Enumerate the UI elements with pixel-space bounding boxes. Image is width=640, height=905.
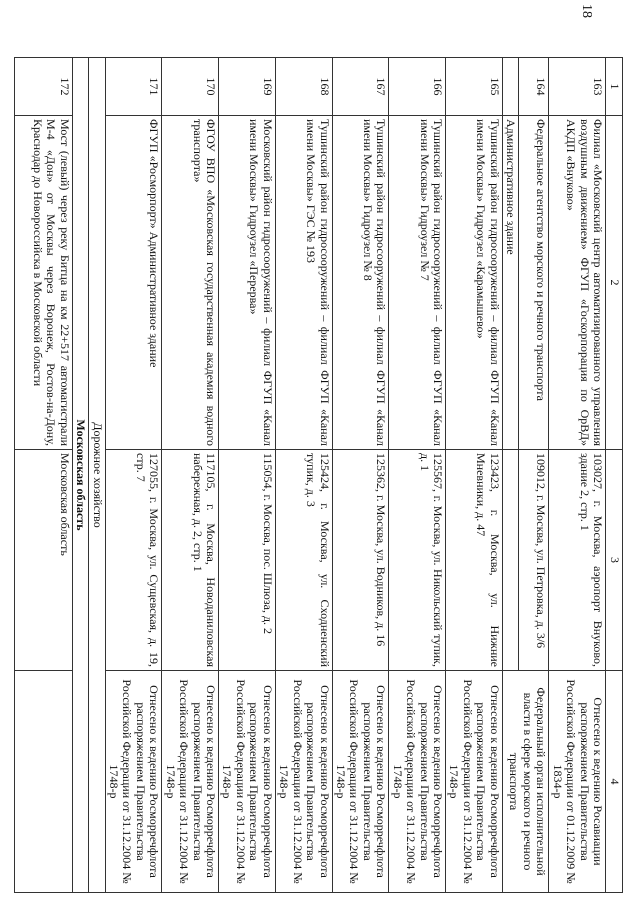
column-number: 3 bbox=[606, 450, 623, 671]
table-row bbox=[14, 58, 72, 893]
object-name: Московский район гидросооружений – филиал ФГУП «Канал имени Москвы» Гидроузел «Перерва» bbox=[219, 116, 276, 450]
row-number: 166 bbox=[389, 58, 446, 116]
object-status: Отнесено к ведению Росморречфлота распоряжением Правительства Российской Федерации от 31.12.2004 № 1748-р bbox=[389, 671, 446, 893]
object-name: Административное здание bbox=[502, 116, 518, 450]
object-address: Московская область bbox=[14, 450, 72, 671]
table-row bbox=[332, 58, 389, 893]
object-address: 109012, г. Москва, ул. Петровка, д. 3/6 bbox=[519, 450, 549, 671]
table-row bbox=[219, 58, 276, 893]
object-status: Отнесено к ведению Росморречфлота распоряжением Правительства Российской Федерации от 31.12.2004 № 1748-р bbox=[275, 671, 332, 893]
object-name: ФГУП «Росморпорт» Административное здание bbox=[105, 116, 162, 450]
row-number: 164 bbox=[519, 58, 549, 116]
objects-table bbox=[14, 57, 623, 893]
object-address: 103027, г. Москва, аэропорт Внуково, здание 2, стр. 1 bbox=[549, 450, 606, 671]
object-address: 115054, г. Москва, пос. Шлюза, д. 2 bbox=[219, 450, 276, 671]
object-name: Тушинский район гидросооружений – филиал ФГУП «Канал имени Москвы» ГЭС № 193 bbox=[275, 116, 332, 450]
section-region: Московская область bbox=[72, 58, 88, 893]
object-name: Тушинский район гидросооружений – филиал ФГУП «Канал имени Москвы» Гидроузел «Карамышево» bbox=[446, 116, 503, 450]
object-address: 127055, г. Москва, ул. Сущевская, д. 19, стр. 7 bbox=[105, 450, 162, 671]
table-row bbox=[519, 58, 549, 893]
object-name: Тушинский район гидросооружений – филиал ФГУП «Канал имени Москвы» Гидроузел № 8 bbox=[332, 116, 389, 450]
object-address: 125362, г. Москва, ул. Водников, д. 16 bbox=[332, 450, 389, 671]
section-road: Дорожное хозяйство bbox=[89, 58, 105, 893]
table-row bbox=[446, 58, 503, 893]
object-name: Федеральное агентство морского и речного транспорта bbox=[519, 116, 549, 450]
row-number bbox=[502, 58, 518, 116]
object-status bbox=[14, 671, 72, 893]
page-number: 18 bbox=[579, 4, 594, 18]
table-row bbox=[162, 58, 219, 893]
column-number: 4 bbox=[606, 671, 623, 893]
row-number: 172 bbox=[14, 58, 72, 116]
object-status: Отнесено к ведению Росморречфлота распоряжением Правительства Российской Федерации от 31.12.2004 № 1748-р bbox=[219, 671, 276, 893]
section-row-region bbox=[72, 58, 88, 893]
column-number: 1 bbox=[606, 58, 623, 116]
column-number: 2 bbox=[606, 116, 623, 450]
object-address: 123423, г. Москва, ул. Нижние Мневники, д. 47 bbox=[446, 450, 503, 671]
object-name: ФГОУ ВПО «Московская государственная академия водного транспорта» bbox=[162, 116, 219, 450]
row-number: 167 bbox=[332, 58, 389, 116]
row-number: 171 bbox=[105, 58, 162, 116]
object-address: 117105, г. Москва, Новоданиловская набережная, д. 2, стр. 1 bbox=[162, 450, 219, 671]
object-status: Отнесено к ведению Росавиации распоряжением Правительства Российской Федерации от 01.12.2009 № 1834-р bbox=[549, 671, 606, 893]
object-status: Отнесено к ведению Росморречфлота распоряжением Правительства Российской Федерации от 31.12.2004 № 1748-р bbox=[446, 671, 503, 893]
object-address: 125567, г. Москва, ул. Никольский тупик, д. 1 bbox=[389, 450, 446, 671]
section-row-road bbox=[89, 58, 105, 893]
column-number-row bbox=[606, 58, 623, 893]
object-name: Филиал «Московский центр автоматизированного управления воздушным движением» ФГУП «Госкорпорация по ОрВД» АКДП «Внуково» bbox=[549, 116, 606, 450]
table-row bbox=[275, 58, 332, 893]
object-status: Отнесено к ведению Росморречфлота распоряжением Правительства Российской Федерации от 31.12.2004 № 1748-р bbox=[332, 671, 389, 893]
object-address bbox=[502, 450, 518, 671]
object-status: Федеральный орган исполнительной власти в сфере морского и речного транспорта bbox=[502, 671, 548, 893]
table-row bbox=[549, 58, 606, 893]
object-name: Тушинский район гидросооружений – филиал ФГУП «Канал имени Москвы» Гидроузел № 7 bbox=[389, 116, 446, 450]
row-number: 165 bbox=[446, 58, 503, 116]
row-number: 169 bbox=[219, 58, 276, 116]
object-name: Мост (левый) через реку Битца на км 22+517 автомагистрали М-4 «Дон» от Москвы через Воронеж, Ростов-на-Дону, Краснодар до Новороссийска в Московской области bbox=[14, 116, 72, 450]
table-row bbox=[389, 58, 446, 893]
row-number: 170 bbox=[162, 58, 219, 116]
object-status: Отнесено к ведению Росморречфлота распоряжением Правительства Российской Федерации от 31.12.2004 № 1748-р bbox=[162, 671, 219, 893]
row-number: 163 bbox=[549, 58, 606, 116]
object-address: 125424, г. Москва, ул. Сходненский тупик, д. 3 bbox=[275, 450, 332, 671]
table-row bbox=[105, 58, 162, 893]
rotated-table-wrapper bbox=[30, 57, 623, 892]
object-status: Отнесено к ведению Росморречфлота распоряжением Правительства Российской Федерации от 31.12.2004 № 1748-р bbox=[105, 671, 162, 893]
row-number: 168 bbox=[275, 58, 332, 116]
